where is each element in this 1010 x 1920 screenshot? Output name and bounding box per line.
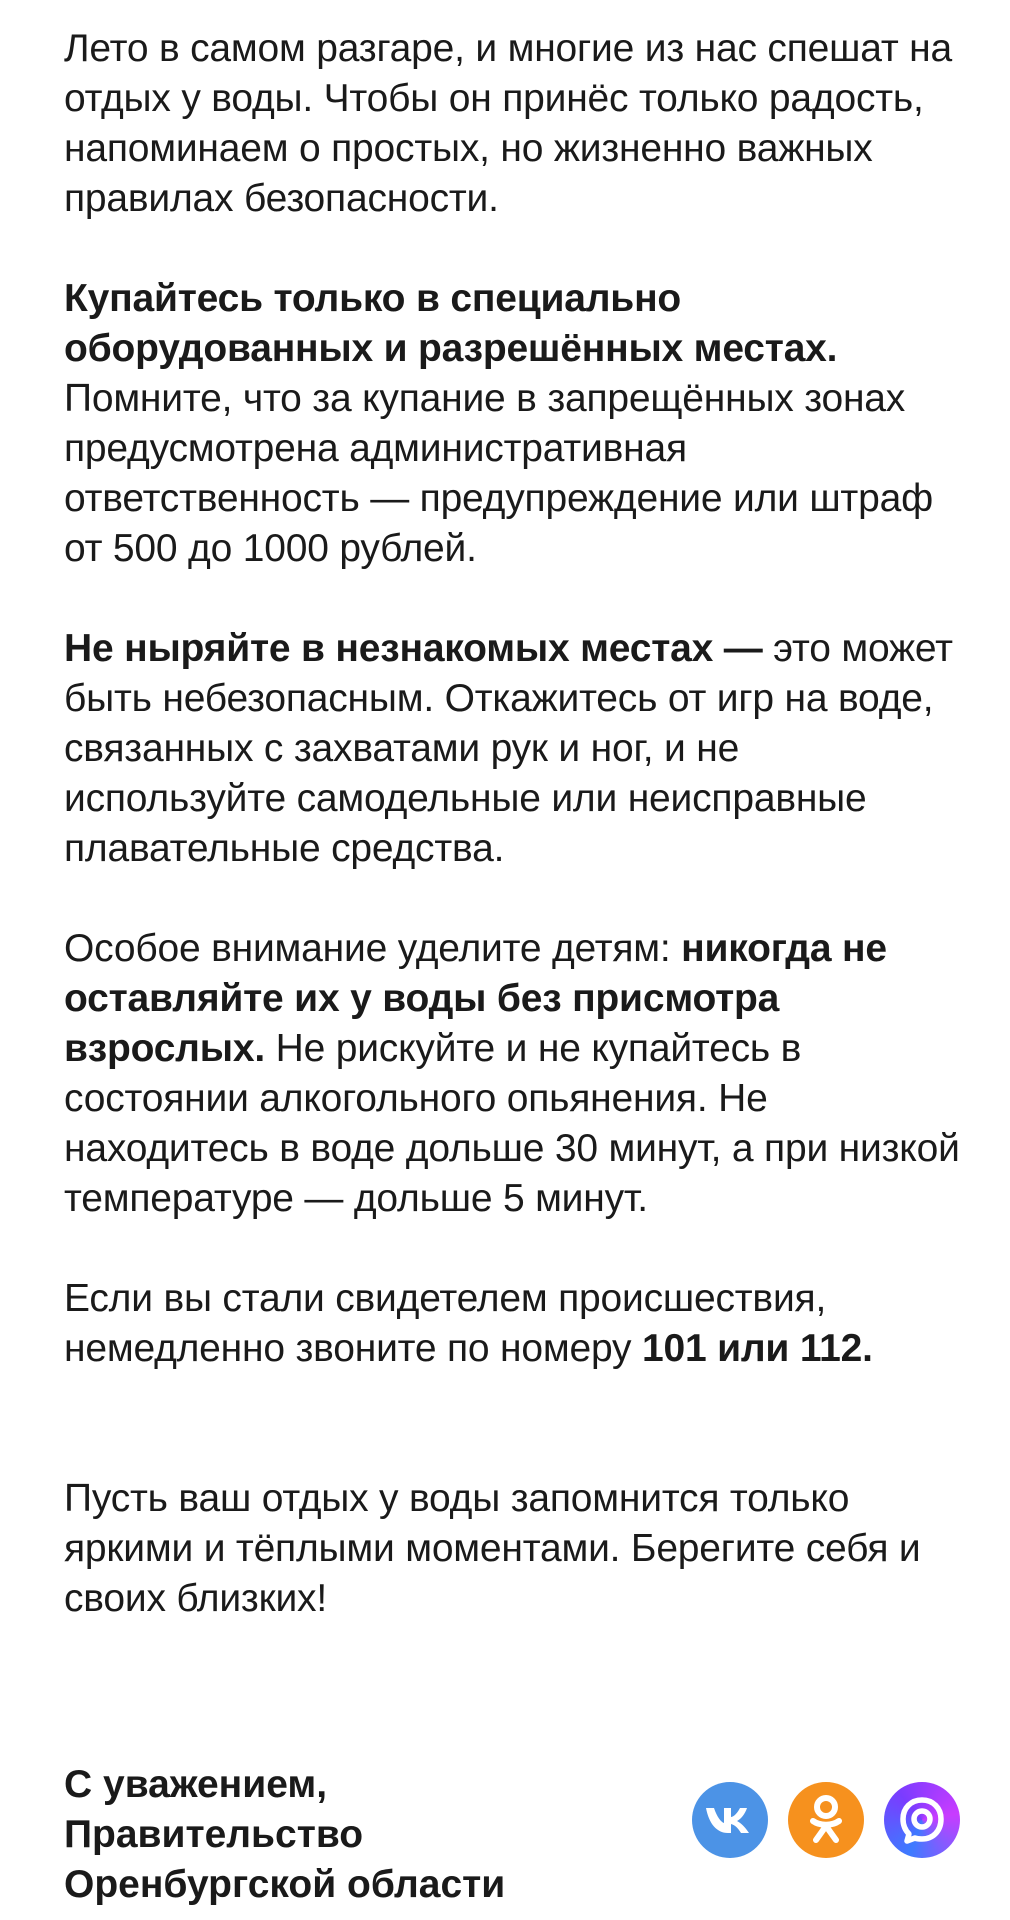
children-bold: никогда не оставляйте их у воды без присмотра взрослых. <box>64 927 887 1070</box>
diving-paragraph <box>64 624 964 874</box>
closing-text: Пусть ваш отдых у воды запомнится только яркими и тёплыми моментами. Берегите себя и своих близких! <box>64 1477 921 1620</box>
intro-text: Лето в самом разгаре, и многие из нас спешат на отдых у воды. Чтобы он принёс только радость, напоминаем о простых, но жизненно важных правилах безопасности. <box>64 27 952 220</box>
swimming-places-text: Помните, что за купание в запрещённых зонах предусмотрена административная ответственность — предупреждение или штраф от 500 до 1000 рублей. <box>64 377 933 570</box>
odnoklassniki-icon[interactable] <box>788 1782 864 1858</box>
diving-bold: Не ныряйте в незнакомых местах — <box>64 627 763 670</box>
diving-text: это может быть небезопасным. Откажитесь от игр на воде, связанных с захватами рук и ног, и не используйте самодельные или неисправные плавательные средства. <box>64 627 953 870</box>
signature-line-2: Правительство <box>64 1813 364 1856</box>
vk-icon[interactable] <box>692 1782 768 1858</box>
social-links <box>692 1782 960 1858</box>
children-text: Не рискуйте и не купайтесь в состоянии алкогольного опьянения. Не находитесь в воде дольше 30 минут, а при низкой температуре — дольше 5 минут. <box>64 1027 960 1220</box>
children-paragraph <box>64 924 964 1224</box>
emergency-text: Если вы стали свидетелем происшествия, немедленно звоните по номеру <box>64 1277 827 1370</box>
closing-paragraph <box>64 1474 964 1624</box>
max-messenger-icon[interactable] <box>884 1782 960 1858</box>
intro-paragraph <box>64 24 964 224</box>
swimming-places-paragraph <box>64 274 964 574</box>
swimming-places-bold: Купайтесь только в специально оборудованных и разрешённых местах. <box>64 277 838 370</box>
signature-line-1: С уважением, <box>64 1763 328 1806</box>
emergency-paragraph <box>64 1274 964 1374</box>
children-intro: Особое внимание уделите детям: <box>64 927 682 970</box>
emergency-numbers: 101 или 112. <box>641 1327 873 1370</box>
signature-line-3: Оренбургской области <box>64 1863 506 1906</box>
article-body <box>64 24 964 1674</box>
